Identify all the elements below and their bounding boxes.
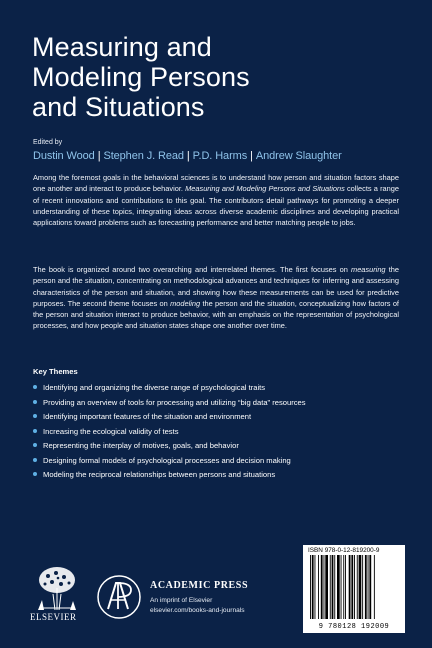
publisher-url: elsevier.com/books-and-journals [150,607,245,614]
list-item [33,469,306,484]
list-item-text: Identifying important features of the situation and environment [43,412,252,421]
editor-name: Dustin Wood [33,150,95,162]
list-item [33,382,306,397]
isbn-label: ISBN 978-0-12-819200-9 [308,547,380,554]
barcode-bar [362,555,363,619]
barcode-bar [312,555,314,619]
barcode-bar [315,555,316,619]
list-item-text: Identifying and organizing the diverse range of psychological traits [43,383,266,392]
barcode-bar [321,555,323,619]
academic-press-ap-logo-icon [95,573,143,621]
barcode-bar [374,555,375,619]
text-run: the person and the situation, conceptualizing how factors of the person and situation interact to produce behavior, with an emphasis on the representation of psychological processes, and how people and situation states shape one another over time. [33,298,399,331]
title-line: and Situations [32,92,205,122]
title-line: Modeling Persons [32,62,250,92]
academic-press-name: ACADEMIC PRESS [150,580,249,591]
book-title-italic: Measuring and Modeling Persons and Situations [185,184,345,194]
barcode-bar [351,555,353,619]
barcode-bar [330,555,331,619]
barcode-bars [309,555,399,621]
barcode-bar [334,555,335,619]
key-themes-list [33,382,306,484]
barcode-bar [325,555,328,619]
elsevier-tree-logo-icon [32,564,82,612]
list-item-text: Modeling the reciprocal relationships between persons and situations [43,470,276,479]
book-title [32,32,412,122]
elsevier-wordmark: ELSEVIER [30,612,77,622]
editor-separator: | [97,150,101,162]
text-run: The book is organized around two overarching and interrelated themes. The first focuses on [33,265,352,274]
bullet-icon [33,400,37,404]
barcode-bar [324,555,325,619]
description-paragraph-2 [33,264,399,332]
emphasis-text: modeling [170,298,201,308]
barcode-box [303,545,405,633]
barcode-number: 9 780128 192009 [318,623,390,631]
editor-name: Stephen J. Read [103,150,184,162]
key-themes-heading: Key Themes [33,367,78,376]
text-run: the person and the situation, concentrating on methodological advances and techniques for inferring and assessing characteristics of the person and situation, and showing how these measurements can be used for predictive purposes. The second theme focuses on [33,265,400,308]
list-item [33,411,306,426]
barcode-bar [349,555,351,619]
bullet-icon [33,385,37,389]
barcode-bar [343,555,344,619]
barcode-bar [318,555,319,619]
barcode-bar [368,555,369,619]
list-item [33,397,306,412]
list-item [33,440,306,455]
barcode-bar [345,555,346,619]
editor-name: P.D. Harms [192,150,248,162]
bullet-icon [33,472,37,476]
barcode-bar [310,555,311,619]
list-item-text: Providing an overview of tools for processing and utilizing “big data” resources [43,397,306,407]
imprint-text: An imprint of Elsevier [150,597,213,604]
emphasis-text: measuring [351,265,386,274]
text-run: Among the foremost goals in the behavioral sciences is to understand how person and situation factors shape one another and interact to produce behavior. [33,173,399,194]
editor-separator: | [250,150,253,162]
bullet-icon [33,458,37,462]
bullet-icon [33,414,37,418]
barcode-bar [332,555,334,619]
bullet-icon [33,429,37,433]
text-run: collects a range of recent innovations and contributions to this goal. The contributors detail pathways for promoting a deeper understanding of these topics, integrating ideas across diverse academic disciplines and developing practical applications toward problems such as forecasting performance and better matching people to jobs. [33,184,399,228]
list-item-text: Increasing the ecological validity of tests [43,426,179,436]
barcode-bar [354,555,355,619]
barcode-bar [341,555,342,619]
bullet-icon [33,443,37,447]
list-item [33,455,306,470]
list-item-text: Representing the interplay of motives, goals, and behavior [43,441,239,450]
barcode-bar [365,555,367,619]
list-item-text: Designing formal models of psychological processes and decision making [43,455,291,465]
list-item [33,426,306,441]
barcode-bar [357,555,358,619]
editor-name: Andrew Slaughter [255,150,342,162]
barcode-bar [369,555,371,619]
editor-separator: | [186,150,190,162]
editors-list [33,150,342,162]
description-paragraph-1 [33,172,399,228]
edited-by-label: Edited by [33,139,63,146]
barcode-bar [359,555,362,619]
barcode-bar [337,555,340,619]
title-line: Measuring and [32,32,212,62]
